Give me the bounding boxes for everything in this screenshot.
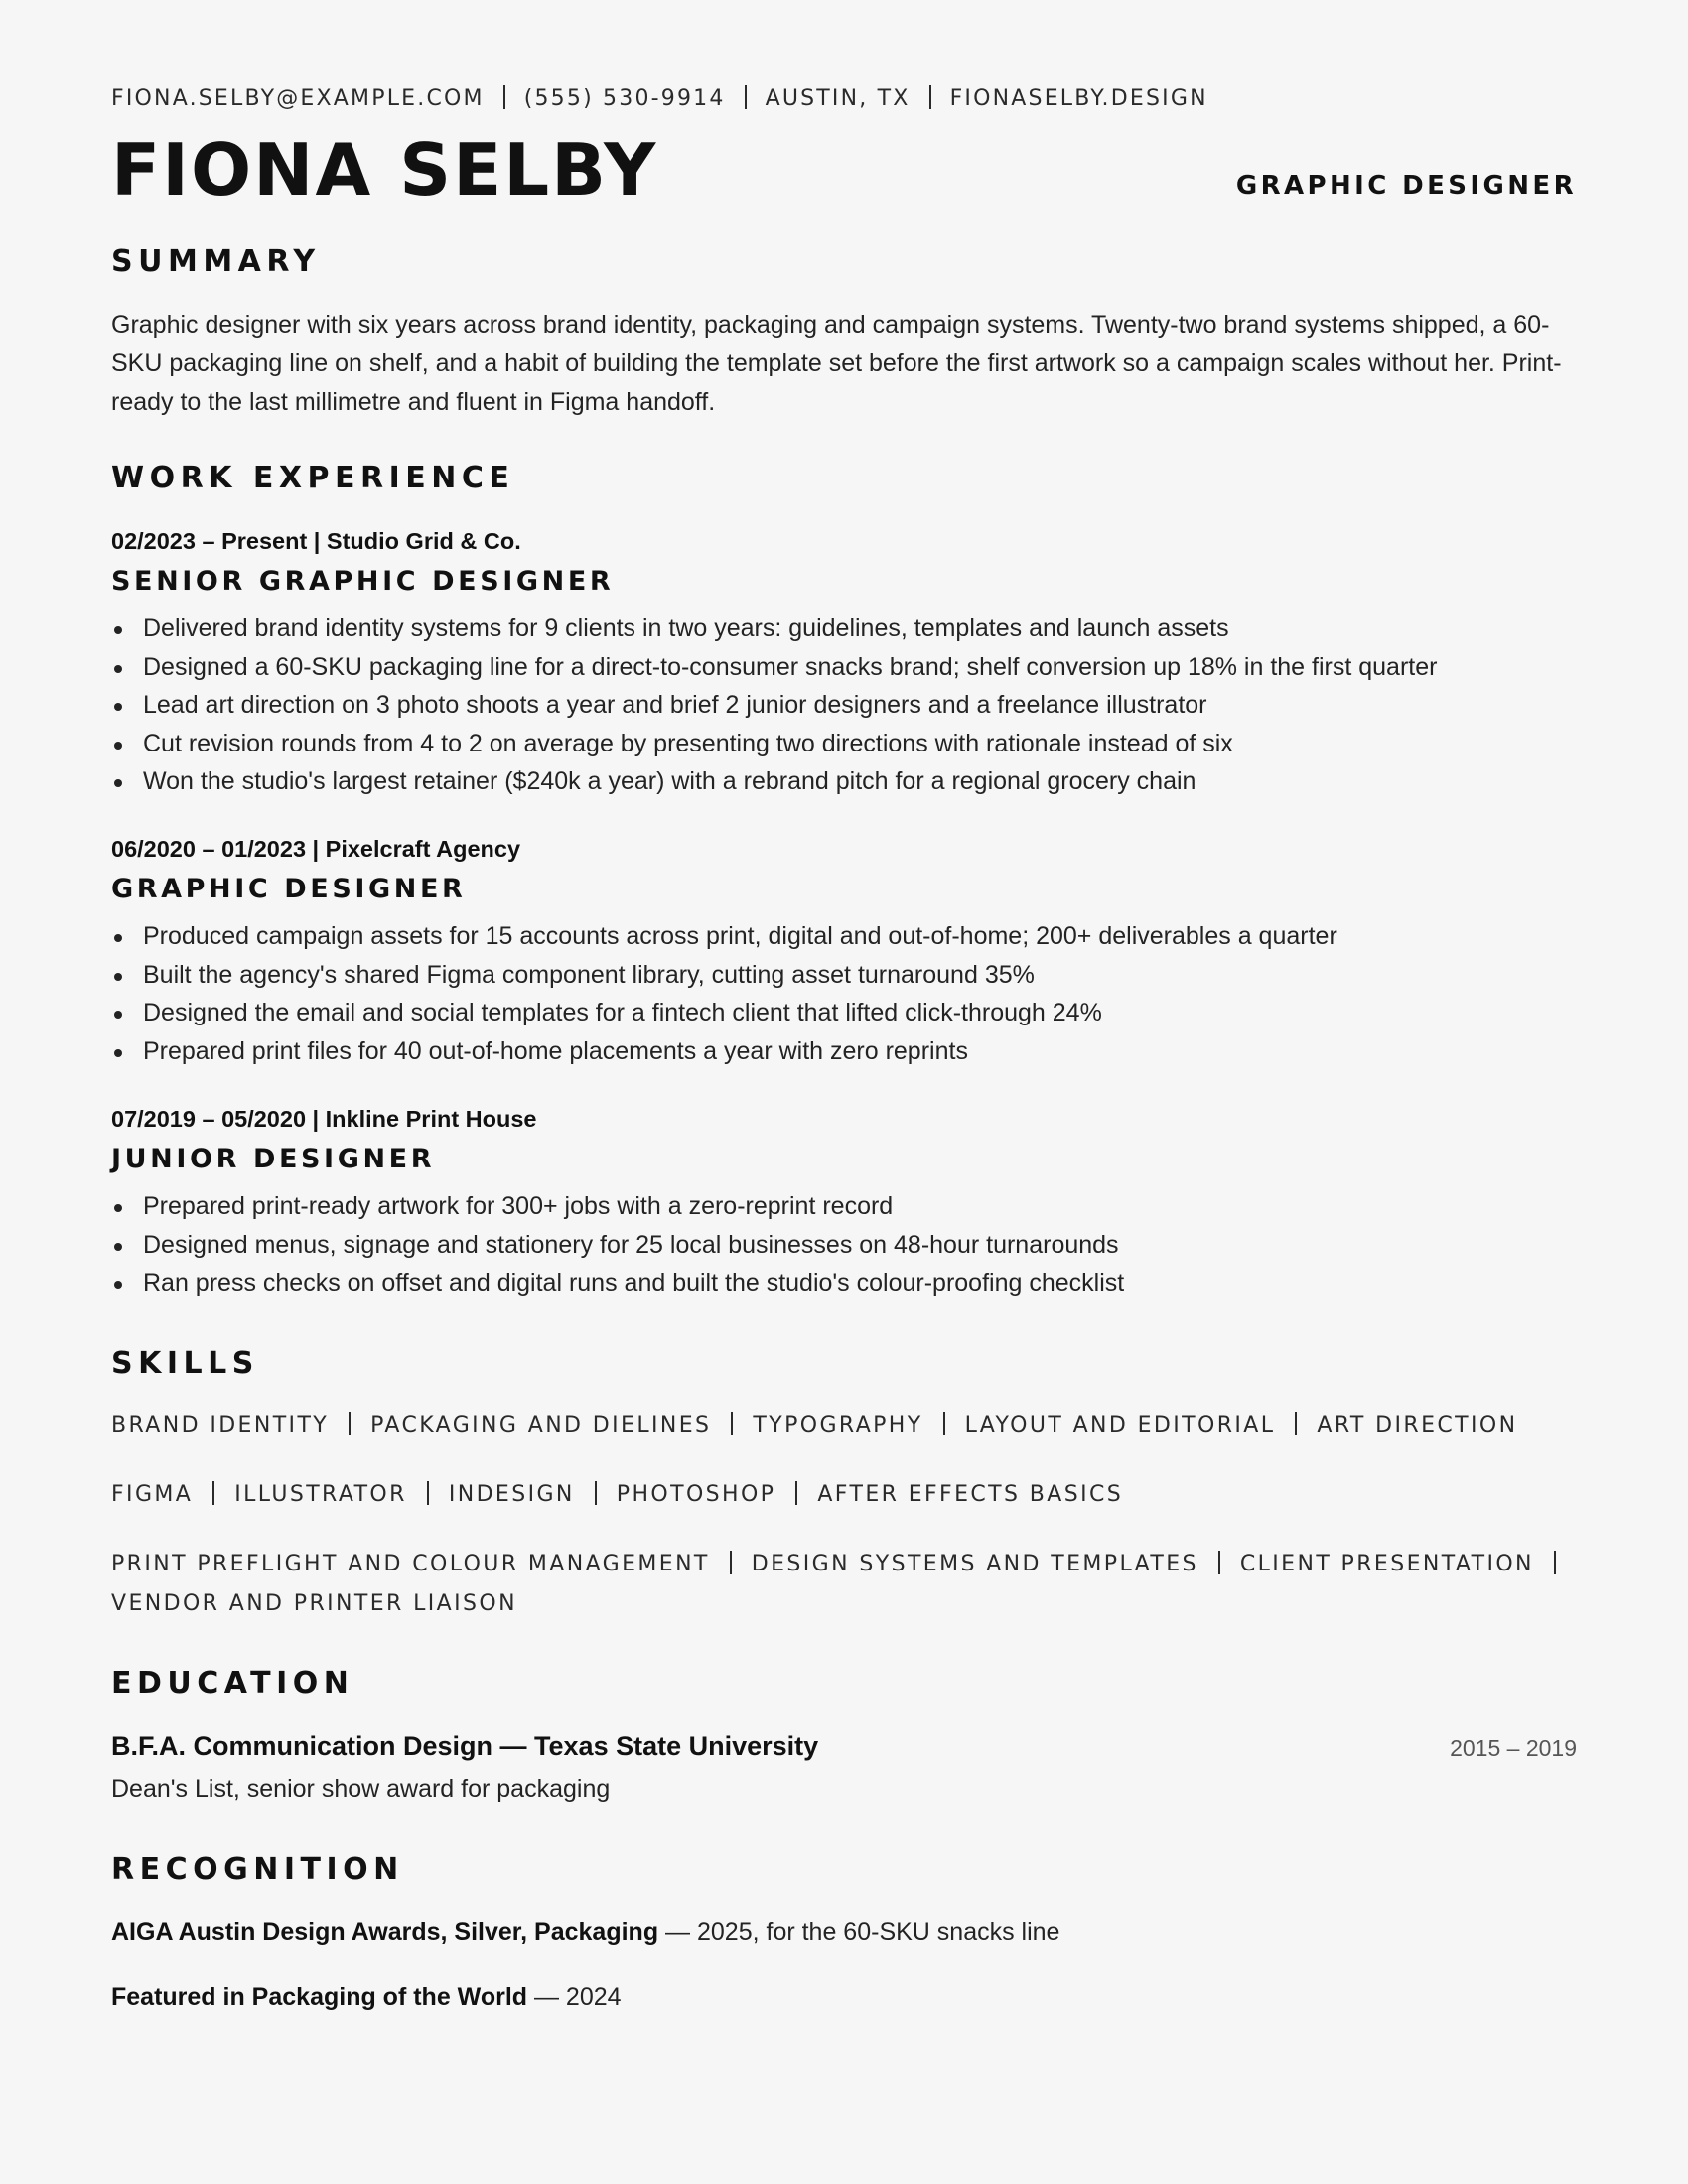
job-bullets <box>111 917 1577 1070</box>
contact-phone[interactable]: (555) 530-9914 <box>523 86 726 111</box>
recognition-item <box>111 1918 1059 1947</box>
skill-tag: PRINT PREFLIGHT AND COLOUR MANAGEMENT <box>111 1552 710 1576</box>
skill-tag: FIGMA <box>111 1482 194 1507</box>
skill-divider <box>730 1551 732 1574</box>
candidate-name: FIONA SELBY <box>111 128 658 211</box>
skill-divider <box>427 1481 429 1505</box>
contact-line <box>111 85 1208 111</box>
contact-divider <box>929 85 931 109</box>
education-note: Dean's List, senior show award for packaging <box>111 1775 611 1803</box>
skill-tag: PACKAGING AND DIELINES <box>370 1413 712 1437</box>
summary-heading: SUMMARY <box>111 244 321 279</box>
bullet-item: Prepared print-ready artwork for 300+ jobs with a zero-reprint record <box>111 1187 1577 1226</box>
bullet-item: Designed menus, signage and stationery for 25 local businesses on 48-hour turnarounds <box>111 1226 1577 1265</box>
bullet-item: Lead art direction on 3 photo shoots a year and brief 2 junior designers and a freelance illustrator <box>111 686 1577 725</box>
skill-divider <box>731 1412 733 1435</box>
skill-divider <box>795 1481 797 1505</box>
skill-divider <box>595 1481 597 1505</box>
summary-text: Graphic designer with six years across brand identity, packaging and campaign systems. Twenty-two brand systems shipped, a 60-SKU packaging line on shelf, and a habit of building the template set before the first artwork so a campaign scales without her. Print-ready to the last millimetre and fluent in Figma handoff. <box>111 311 1562 416</box>
skill-divider <box>943 1412 945 1435</box>
job-title: GRAPHIC DESIGNER <box>111 874 467 904</box>
contact-email[interactable]: FIONA.SELBY@EXAMPLE.COM <box>111 86 485 111</box>
bullet-item: Designed a 60-SKU packaging line for a direct-to-consumer snacks brand; shelf conversion up 18% in the first quarter <box>111 648 1577 687</box>
skill-divider <box>1218 1551 1220 1574</box>
recognition-name: Featured in Packaging of the World <box>111 1983 528 2011</box>
skill-divider <box>1295 1412 1297 1435</box>
recognition-detail: — 2024 <box>527 1983 622 2011</box>
contact-website[interactable]: FIONASELBY.DESIGN <box>949 86 1208 111</box>
bullet-item: Delivered brand identity systems for 9 clients in two years: guidelines, templates and launch assets <box>111 610 1577 648</box>
job-bullets <box>111 1187 1577 1302</box>
skill-tag: INDESIGN <box>448 1482 575 1507</box>
skill-divider <box>212 1481 214 1505</box>
contact-divider <box>503 85 505 109</box>
recognition-heading: RECOGNITION <box>111 1852 404 1887</box>
skill-divider <box>1554 1551 1556 1574</box>
skill-tag: TYPOGRAPHY <box>753 1413 923 1437</box>
bullet-item: Designed the email and social templates for a fintech client that lifted click-through 24% <box>111 994 1577 1032</box>
bullet-item: Won the studio's largest retainer ($240k a year) with a rebrand pitch for a regional grocery chain <box>111 762 1577 801</box>
recognition-item <box>111 1983 622 2012</box>
recognition-detail: — 2025, for the 60-SKU snacks line <box>658 1918 1060 1946</box>
job-title: JUNIOR DESIGNER <box>111 1144 436 1174</box>
skill-tag: VENDOR AND PRINTER LIAISON <box>111 1591 517 1616</box>
bullet-item: Cut revision rounds from 4 to 2 on average by presenting two directions with rationale instead of six <box>111 725 1577 763</box>
job-entry <box>111 1104 1577 1302</box>
education-dates: 2015 – 2019 <box>1450 1735 1577 1761</box>
skill-tag: ART DIRECTION <box>1317 1413 1518 1437</box>
education-degree: B.F.A. Communication Design — Texas State University <box>111 1731 819 1761</box>
skill-tag: CLIENT PRESENTATION <box>1239 1552 1534 1576</box>
job-title: SENIOR GRAPHIC DESIGNER <box>111 566 615 597</box>
experience-heading: WORK EXPERIENCE <box>111 461 515 495</box>
skill-tag: PHOTOSHOP <box>616 1482 776 1507</box>
education-heading: EDUCATION <box>111 1666 354 1701</box>
contact-location: AUSTIN, TX <box>765 86 911 111</box>
skills-row <box>111 1406 1577 1445</box>
skill-tag: LAYOUT AND EDITORIAL <box>964 1413 1276 1437</box>
bullet-item: Built the agency's shared Figma component library, cutting asset turnaround 35% <box>111 956 1577 995</box>
candidate-role: GRAPHIC DESIGNER <box>1235 171 1577 201</box>
job-meta: 02/2023 – Present | Studio Grid & Co. <box>111 528 521 554</box>
job-meta: 06/2020 – 01/2023 | Pixelcraft Agency <box>111 836 521 862</box>
skill-tag: AFTER EFFECTS BASICS <box>817 1482 1124 1507</box>
skill-divider <box>349 1412 351 1435</box>
skill-tag: DESIGN SYSTEMS AND TEMPLATES <box>751 1552 1198 1576</box>
contact-divider <box>745 85 747 109</box>
bullet-item: Ran press checks on offset and digital runs and built the studio's colour-proofing checklist <box>111 1264 1577 1302</box>
job-entry <box>111 834 1577 1070</box>
skills-row <box>111 1545 1577 1624</box>
job-meta: 07/2019 – 05/2020 | Inkline Print House <box>111 1106 537 1132</box>
bullet-item: Produced campaign assets for 15 accounts across print, digital and out-of-home; 200+ deliverables a quarter <box>111 917 1577 956</box>
skill-tag: ILLUSTRATOR <box>234 1482 407 1507</box>
skills-heading: SKILLS <box>111 1346 259 1381</box>
job-entry <box>111 526 1577 801</box>
recognition-name: AIGA Austin Design Awards, Silver, Packaging <box>111 1918 659 1946</box>
job-bullets <box>111 610 1577 801</box>
education-entry <box>111 1731 1577 1767</box>
skill-tag: BRAND IDENTITY <box>111 1413 330 1437</box>
bullet-item: Prepared print files for 40 out-of-home placements a year with zero reprints <box>111 1032 1577 1071</box>
skills-row <box>111 1475 1577 1515</box>
